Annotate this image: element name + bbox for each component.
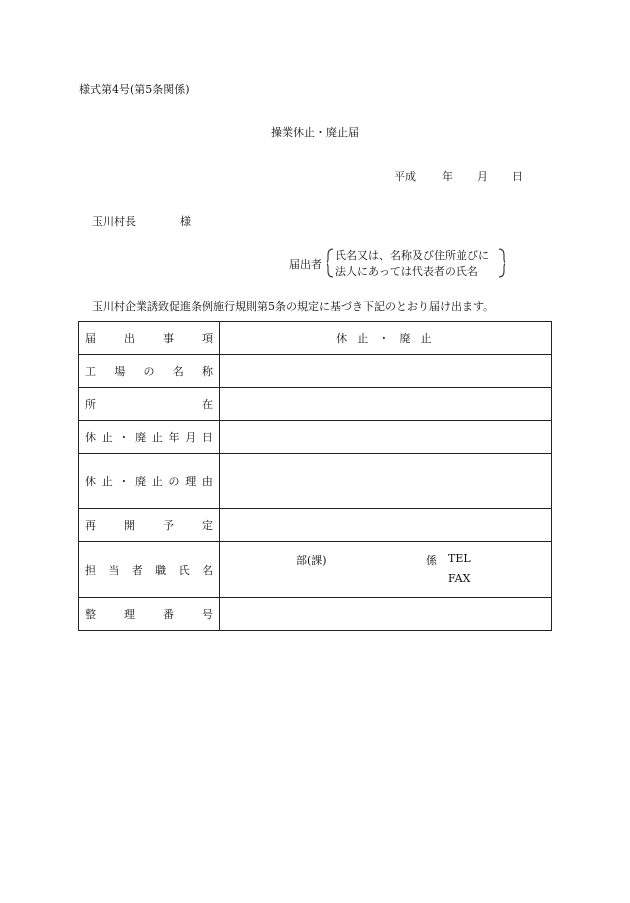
row-label (79, 509, 220, 542)
label-char: 名 (201, 563, 213, 577)
label-char: 称 (202, 365, 213, 378)
label-char: 当 (108, 563, 120, 577)
row-label (79, 421, 220, 454)
date-day-unit: 日 (512, 170, 523, 183)
notification-type-value: 休 止 ・ 廃 止 (220, 322, 552, 355)
label-char: 工 (85, 365, 96, 378)
label-char: 廃 (135, 431, 147, 444)
label-char: 番 (163, 608, 174, 621)
label-char: 整 (85, 608, 96, 621)
label-char: 年 (168, 431, 180, 444)
label-char: 開 (124, 519, 135, 532)
applicant-label: 届出者 (289, 258, 322, 271)
reference-number-field[interactable] (220, 598, 552, 631)
label-char: 再 (85, 519, 96, 532)
date-era: 平成 (394, 170, 416, 183)
spread-label (85, 363, 213, 379)
label-char: 場 (114, 365, 126, 378)
label-char: 者 (131, 563, 143, 577)
label-char: 担 (85, 563, 96, 577)
form-title: 操業休止・廃止届 (271, 126, 359, 139)
label-char: 廃 (135, 475, 147, 488)
addressee-name: 玉川村長 (92, 215, 136, 228)
label-char: 休 (85, 475, 96, 488)
label-char: ・ (118, 475, 130, 488)
spread-label (85, 473, 213, 489)
reason-field[interactable] (220, 454, 552, 509)
addressee-honorific: 様 (180, 215, 191, 228)
table-row (79, 598, 552, 631)
label-char: 氏 (178, 563, 190, 577)
label-char: 職 (155, 563, 167, 577)
row-label (79, 388, 220, 421)
addressee (92, 213, 191, 229)
location-label-left: 所 (85, 398, 96, 411)
fax-label: FAX (448, 572, 471, 585)
statement: 玉川村企業誘致促進条例施行規則第5条の規定に基づき下記のとおり届け出ます。 (92, 300, 495, 313)
applicant-note-line2: 法人にあっては代表者の氏名 (335, 265, 478, 278)
location-field[interactable] (220, 388, 552, 421)
table-row (79, 509, 552, 542)
table-row (79, 388, 552, 421)
label-char: 事 (163, 332, 174, 345)
row-label (79, 322, 220, 355)
table-row (79, 454, 552, 509)
label-char: 出 (124, 332, 135, 345)
label-char: の (143, 365, 155, 378)
label-char: 理 (185, 475, 197, 488)
date-year-unit: 年 (442, 170, 453, 183)
label-char: 止 (151, 475, 163, 488)
tel-label: TEL (448, 552, 471, 565)
label-char: 理 (124, 608, 135, 621)
spread-label (85, 606, 213, 622)
label-char: 月 (185, 431, 197, 444)
dept-label: 部(課) (296, 554, 327, 567)
label-char: 休 (85, 431, 96, 444)
label-char: 届 (85, 332, 96, 345)
table-row (79, 542, 552, 598)
row-label (79, 454, 220, 509)
location-label-right: 在 (202, 398, 213, 411)
spread-label (85, 517, 213, 533)
row-label (79, 598, 220, 631)
form-number: 様式第4号(第5条関係) (79, 83, 190, 96)
label-char: 止 (101, 475, 113, 488)
row-label (79, 542, 220, 598)
contact-person-field[interactable] (220, 542, 552, 598)
factory-name-field[interactable] (220, 355, 552, 388)
label-char: 名 (172, 365, 184, 378)
label-char: 止 (151, 431, 163, 444)
spread-label (85, 429, 213, 445)
spread-label (85, 330, 213, 346)
table-row (79, 421, 552, 454)
resumption-plan-field[interactable] (220, 509, 552, 542)
form-table (78, 321, 552, 631)
label-char: 号 (202, 608, 213, 621)
section-label: 係 (426, 554, 437, 567)
suspension-date-field[interactable] (220, 421, 552, 454)
label-char: 由 (201, 475, 213, 488)
applicant-note-line1: 氏名又は、名称及び住所並びに (335, 249, 489, 262)
date-line (394, 168, 523, 184)
label-char: 予 (163, 519, 174, 532)
label-char: 項 (202, 332, 213, 345)
spread-label (85, 562, 213, 578)
label-char: ・ (118, 431, 130, 444)
table-row (79, 355, 552, 388)
label-char: 定 (202, 519, 213, 532)
row-label (79, 355, 220, 388)
date-month-unit: 月 (477, 170, 488, 183)
table-row (79, 322, 552, 355)
label-char: の (168, 475, 180, 488)
label-char: 日 (201, 431, 213, 444)
label-char: 止 (101, 431, 113, 444)
